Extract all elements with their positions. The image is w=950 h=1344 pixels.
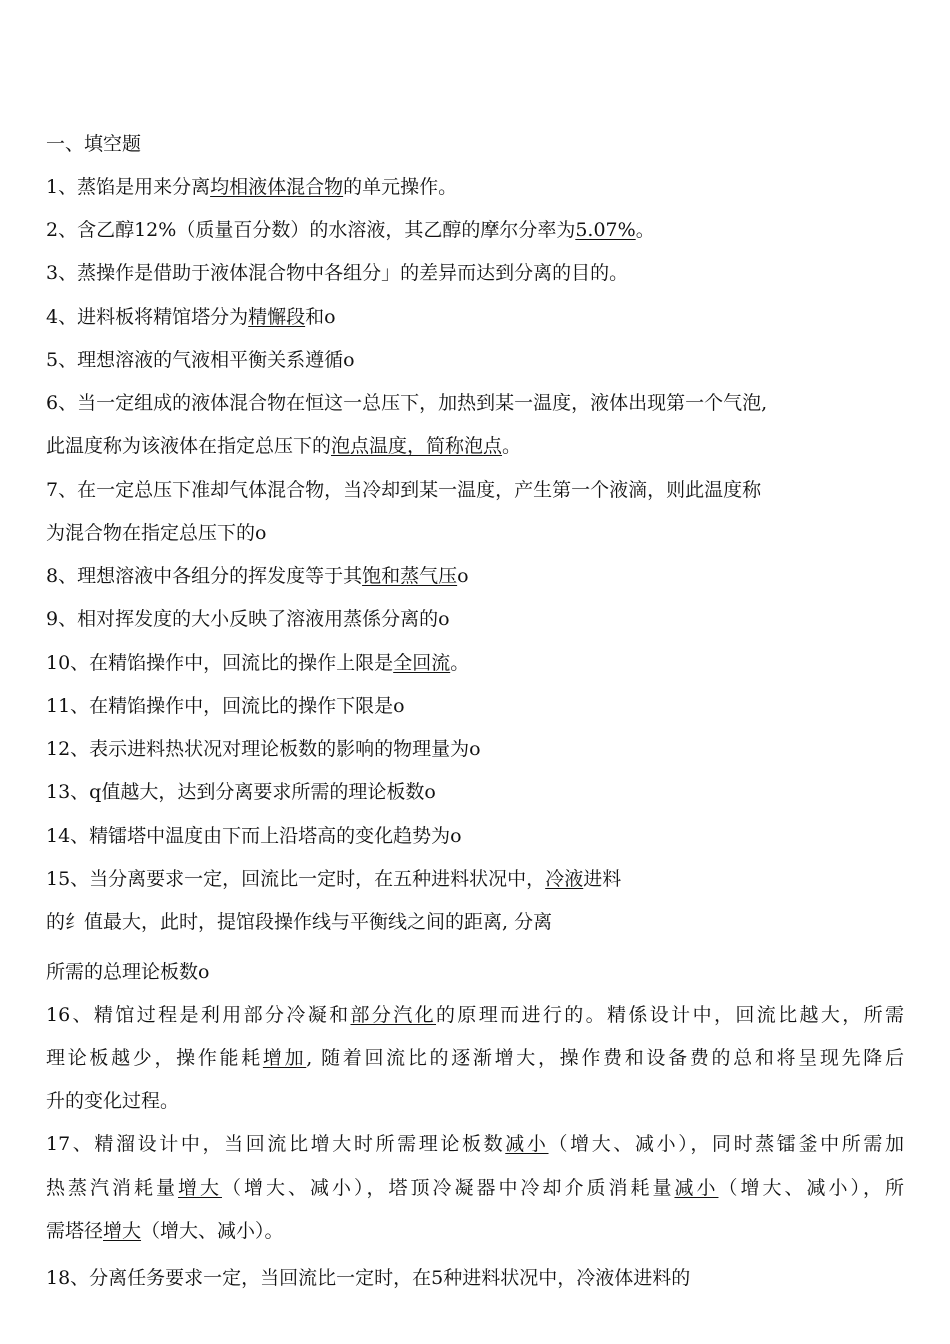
section-title — [46, 131, 141, 157]
q6-tail: 。 — [502, 435, 522, 457]
q15-tail: 进料 — [583, 868, 622, 890]
q16-answer-2: 增加 — [262, 1047, 307, 1069]
q17-text: 17、精溜设计中，当回流比增大时所需理论板数 — [46, 1133, 506, 1155]
q17-text-4: （增大、减小），塔顶冷凝器中冷却介质消耗量 — [222, 1177, 675, 1199]
question-18: 18、分离任务要求一定，当回流比一定时，在5种进料状况中，冷液体进料的 — [46, 1267, 691, 1289]
question-4 — [46, 304, 336, 330]
question-3: 3、蒸操作是借助于液体混合物中各组分」的差异而达到分离的目的。 — [46, 262, 629, 284]
q17-answer-2: 增大 — [178, 1177, 222, 1199]
q16-text-3: 理论板越少，操作能耗 — [46, 1047, 263, 1069]
question-16-line-2 — [46, 1045, 904, 1071]
q8-text: 8、理想溶液中各组分的挥发度等于其 — [46, 565, 363, 587]
q4-answer: 精懈段 — [248, 306, 306, 328]
question-7-line-2: 为混合物在指定总压下的o — [46, 522, 267, 544]
q17-text-3: 热蒸汽消耗量 — [46, 1177, 178, 1199]
q2-text: 2、含乙醇12%（质量百分数）的水溶液，其乙醇的摩尔分率为 — [46, 219, 576, 241]
q17-answer-1: 减小 — [505, 1133, 549, 1155]
q1-text: 1、蒸馅是用来分离 — [46, 176, 211, 198]
question-12: 12、表示进料热状况对理论板数的影响的物理量为o — [46, 738, 481, 760]
section-title-text: 一、填空题 — [46, 133, 142, 155]
q4-tail: 和o — [305, 306, 336, 328]
question-8 — [46, 563, 469, 589]
q16-answer-1: 部分汽化 — [350, 1004, 437, 1026]
question-17-line-3 — [46, 1218, 284, 1244]
question-11: 11、在精馅操作中，回流比的操作下限是o — [46, 695, 405, 717]
question-1 — [46, 174, 457, 200]
question-17-line-2 — [46, 1175, 904, 1201]
question-13: 13、q值越大，达到分离要求所需的理论板数o — [46, 781, 436, 803]
question-14: 14、精镭塔中温度由下而上沿塔高的变化趋势为o — [46, 825, 462, 847]
q6-text: 此温度称为该液体在指定总压下的 — [46, 435, 332, 457]
q1-tail: 的单元操作。 — [343, 176, 458, 198]
q16-text-2: 的原理而进行的。精係设计中，回流比越大，所需 — [436, 1004, 904, 1026]
q2-tail: 。 — [635, 219, 655, 241]
q17-text-5: （增大、减小），所 — [718, 1177, 904, 1199]
q17-answer-4: 增大 — [103, 1220, 142, 1242]
question-16-line-3: 升的变化过程。 — [46, 1090, 180, 1112]
q17-text-7: （增大、减小）。 — [141, 1220, 284, 1242]
question-2 — [46, 217, 655, 243]
q10-tail: 。 — [450, 652, 470, 674]
q15-answer: 冷液 — [545, 868, 584, 890]
question-7-line-1: 7、在一定总压下准却气体混合物，当冷却到某一温度，产生第一个液滴，则此温度称 — [46, 479, 762, 501]
q4-text: 4、进料板将精馆塔分为 — [46, 306, 249, 328]
q15-text: 15、当分离要求一定，回流比一定时，在五种进料状况中， — [46, 868, 546, 890]
q8-tail: o — [457, 565, 469, 587]
q17-answer-3: 减小 — [674, 1177, 719, 1199]
question-15-line-1 — [46, 866, 621, 892]
question-17-line-1 — [46, 1131, 904, 1157]
question-6-line-1: 6、当一定组成的液体混合物在恒这一总压下，加热到某一温度，液体出现第一个气泡, — [46, 392, 768, 414]
question-15-line-2: 的纟值最大，此时，提馆段操作线与平衡线之间的距离, 分离 — [46, 911, 553, 933]
question-9: 9、相对挥发度的大小反映了溶液用蒸係分离的o — [46, 608, 450, 630]
q1-answer: 均相液体混合物 — [210, 176, 344, 198]
q8-answer: 饱和蒸气压 — [362, 565, 458, 587]
q16-text-4: , 随着回流比的逐渐增大，操作费和设备费的总和将呈现先降后 — [306, 1047, 904, 1069]
question-6-line-2 — [46, 433, 521, 459]
q17-text-2: （增大、减小），同时蒸镭釜中所需加 — [548, 1133, 904, 1155]
question-10 — [46, 650, 469, 676]
question-15-line-3: 所需的总理论板数o — [46, 961, 210, 983]
q10-text: 10、在精馅操作中，回流比的操作上限是 — [46, 652, 394, 674]
q2-answer: 5.07% — [575, 219, 636, 241]
q6-answer: 泡点温度，简称泡点 — [331, 435, 503, 457]
question-5: 5、理想溶液的气液相平衡关系遵循o — [46, 349, 355, 371]
q17-text-6: 需塔径 — [46, 1220, 104, 1242]
q16-text: 16、精馆过程是利用部分冷凝和 — [46, 1004, 351, 1026]
question-16-line-1 — [46, 1002, 904, 1028]
q10-answer: 全回流 — [393, 652, 451, 674]
